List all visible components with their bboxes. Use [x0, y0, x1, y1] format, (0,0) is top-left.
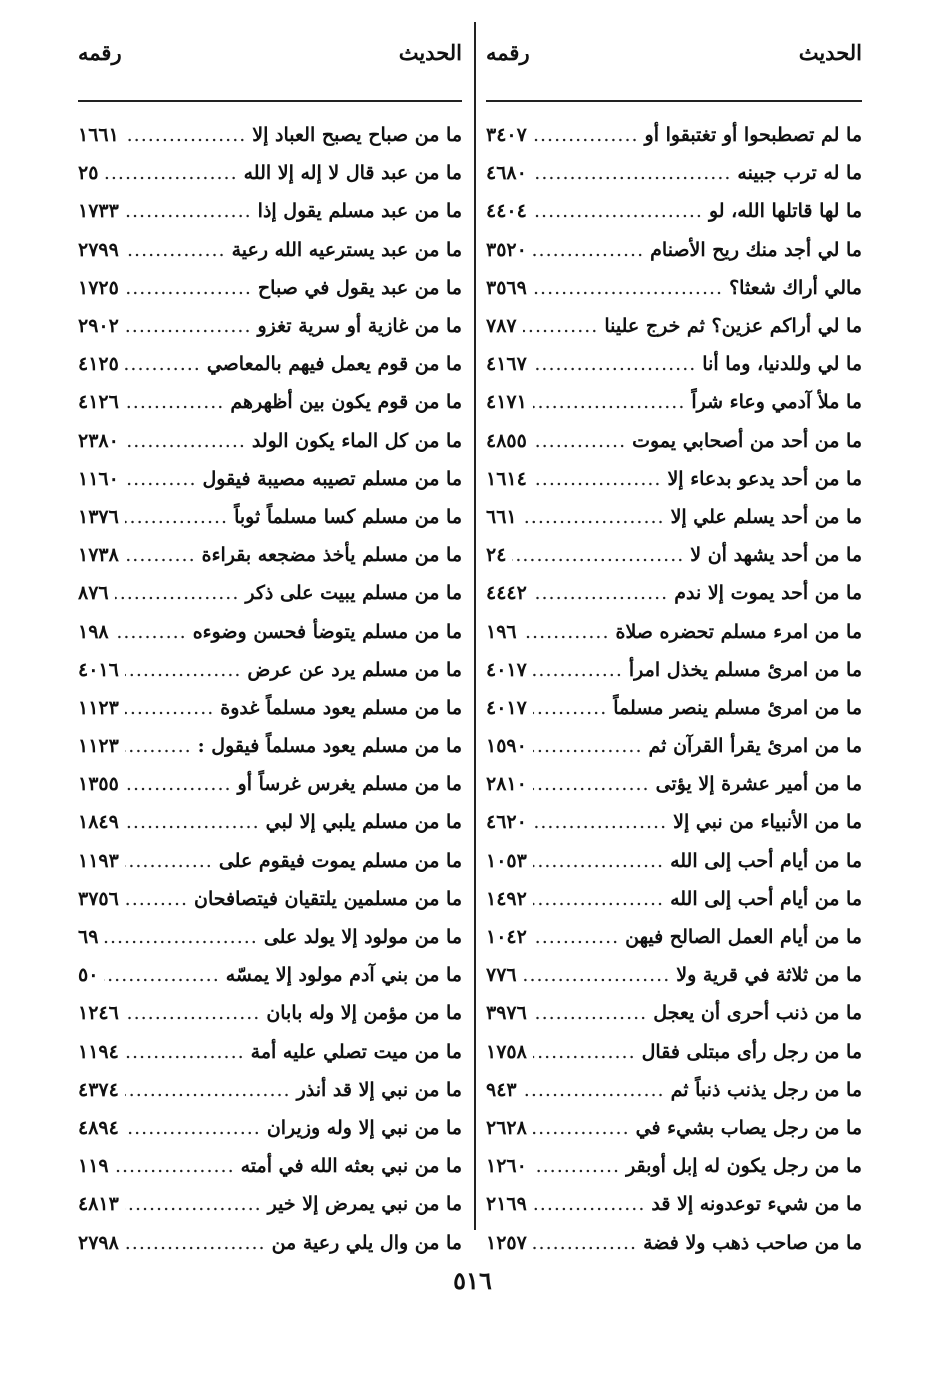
hadith-number: ٢٦٢٨ — [486, 1116, 527, 1139]
dot-leader — [533, 239, 644, 261]
index-entry — [486, 383, 862, 421]
hadith-text: ما من أحد يسلم علي إلا — [670, 505, 862, 528]
hadith-number: ٦٦١ — [486, 505, 517, 528]
dot-leader — [115, 1155, 235, 1177]
index-entry — [78, 689, 462, 727]
index-entry — [78, 116, 462, 154]
hadith-text: ما من أيام أحب إلى الله — [670, 887, 862, 910]
dot-leader — [125, 506, 228, 528]
dot-leader — [533, 468, 662, 490]
hadith-text: ما من نبي يمرض إلا خير — [267, 1193, 462, 1216]
hadith-number: ١٧٣٣ — [78, 200, 119, 223]
hadith-number: ٢٨١٠ — [486, 773, 527, 796]
hadith-text: ما من رجل يذنب ذنباً ثم — [670, 1078, 862, 1101]
header-rule — [486, 100, 862, 102]
index-entry — [486, 574, 862, 612]
dot-leader — [125, 544, 196, 566]
hadith-text: ما من صاحب ذهب ولا فضة — [643, 1231, 862, 1254]
hadith-text: ما من رجل يكون له إبل أوبقر — [626, 1155, 862, 1178]
hadith-text: ما من شيء توعدونه إلا قد — [651, 1193, 862, 1216]
right-entries — [486, 116, 862, 1262]
hadith-number: ١٦١٤ — [486, 467, 527, 490]
dot-leader — [125, 468, 197, 490]
dot-leader — [533, 659, 623, 681]
dot-leader — [125, 239, 226, 261]
hadith-text: ما من أحد يشهد أن لا — [690, 544, 862, 567]
dot-leader — [533, 124, 639, 146]
dot-leader — [125, 391, 224, 413]
dot-leader — [533, 1117, 630, 1139]
hadith-number: ٤١٧١ — [486, 391, 527, 414]
left-column — [78, 22, 462, 1254]
hadith-text: ما من رجل يصاب بشيء في — [635, 1116, 862, 1139]
index-entry — [486, 956, 862, 994]
dot-leader — [125, 735, 192, 757]
index-entry — [78, 154, 462, 192]
dot-leader — [125, 811, 260, 833]
right-column — [486, 22, 862, 1254]
hadith-number: ١٧٢٥ — [78, 276, 119, 299]
hadith-number: ١٠٥٣ — [486, 849, 527, 872]
hadith-number: ٢٩٠٢ — [78, 315, 119, 338]
dot-leader — [533, 353, 696, 375]
hadith-number: ٤٨٩٤ — [78, 1116, 119, 1139]
hadith-text: ما من مسلم يرد عن عرض — [247, 658, 462, 681]
hadith-text: ما من مسلمين يلتقيان فيتصافحان — [194, 887, 462, 910]
hadith-text: ما من مسلم يبيت على ذكر — [245, 582, 462, 605]
hadith-text: ما من ذنب أحرى أن يعجل — [653, 1002, 862, 1025]
dot-leader — [533, 430, 626, 452]
hadith-text: ما لي أراكم عزين؟ ثم خرج علينا — [604, 315, 862, 338]
index-entry — [486, 154, 862, 192]
dot-leader — [125, 697, 214, 719]
dot-leader — [125, 850, 213, 872]
dot-leader — [125, 430, 246, 452]
hadith-text: ما من رجل رأى مبتلى فقال — [641, 1040, 862, 1063]
hadith-number: ٢٤ — [486, 544, 507, 567]
index-entry — [486, 345, 862, 383]
hadith-number: ١٩٨ — [78, 620, 109, 643]
hadith-number: ٢٧٩٨ — [78, 1231, 119, 1254]
hadith-text: ما من عبد يقول في صباح — [257, 276, 462, 299]
index-entry — [78, 994, 462, 1032]
hadith-text: ما لم تصطبحوا أو تغتبقوا أو — [644, 124, 862, 147]
hadith-number: ١٣٧٦ — [78, 505, 119, 528]
hadith-number: ٧٧٦ — [486, 964, 517, 987]
hadith-number: ٢٣٨٠ — [78, 429, 119, 452]
index-entry — [78, 956, 462, 994]
index-entry — [78, 803, 462, 841]
hadith-text: ما من صباح يصبح العباد إلا — [252, 124, 462, 147]
hadith-text: ما من امرئ يقرأ القرآن ثم — [648, 735, 862, 758]
hadith-number: ١٣٥٥ — [78, 773, 119, 796]
index-entry — [78, 231, 462, 269]
dot-leader — [125, 888, 188, 910]
hadith-number: ٩٤٣ — [486, 1078, 517, 1101]
header-hadith: الحديث — [798, 39, 862, 65]
hadith-number: ٣٥٢٠ — [486, 238, 527, 261]
hadith-text: ما من مسلم يأخذ مضجعه بقراءة — [201, 544, 462, 567]
index-entry — [78, 651, 462, 689]
dot-leader — [115, 621, 187, 643]
hadith-number: ١٥٩٠ — [486, 735, 527, 758]
hadith-text: ما من مولود إلا يولد على — [263, 926, 462, 949]
hadith-number: ٣٩٧٦ — [486, 1002, 527, 1025]
index-entry — [78, 1109, 462, 1147]
index-entry — [78, 918, 462, 956]
hadith-text: ما له ترب جبينه — [737, 162, 862, 185]
hadith-text: ما من امرء مسلم تحضره صلاة — [615, 620, 862, 643]
hadith-number: ٨٧٦ — [78, 582, 109, 605]
hadith-number: ٤١٢٥ — [78, 353, 119, 376]
hadith-text: ما من مؤمن إلا وله بابان — [266, 1002, 462, 1025]
dot-leader — [104, 964, 219, 986]
hadith-number: ٢٥ — [78, 162, 99, 185]
hadith-text: ما من ثلاثة في قرية ولا — [676, 964, 862, 987]
index-entry — [486, 918, 862, 956]
hadith-text: ما من كل الماء يكون الولد — [251, 429, 462, 452]
index-entry — [486, 1109, 862, 1147]
column-divider — [474, 22, 476, 1230]
index-entry — [78, 574, 462, 612]
hadith-text: ما من مسلم يلبي إلا لبي — [265, 811, 462, 834]
hadith-text: ما من أحد يدعو بدعاء إلا — [667, 467, 862, 490]
hadith-text: ما من مسلم يغرس غرساً أو — [237, 773, 462, 796]
index-entry — [78, 612, 462, 650]
dot-leader — [523, 315, 599, 337]
hadith-number: ١١٩٤ — [78, 1040, 119, 1063]
column-header — [486, 22, 862, 82]
dot-leader — [523, 621, 610, 643]
index-entry — [486, 460, 862, 498]
dot-leader — [125, 1079, 291, 1101]
hadith-text: ما من عبد مسلم يقول إذا — [257, 200, 462, 223]
hadith-number: ٤٦٨٠ — [486, 162, 527, 185]
dot-leader — [125, 353, 201, 375]
hadith-number: ٣٥٦٩ — [486, 276, 527, 299]
hadith-text: ما من أيام أحب إلى الله — [670, 849, 862, 872]
column-header — [78, 22, 462, 82]
hadith-number: ٢٧٩٩ — [78, 238, 119, 261]
hadith-text: ما من امرئ مسلم ينصر مسلماً — [613, 696, 862, 719]
dot-leader — [125, 277, 252, 299]
hadith-text: ما من وال يلي رعية من — [271, 1231, 462, 1254]
index-entry — [486, 536, 862, 574]
index-entry — [78, 1223, 462, 1261]
hadith-number: ١٢٦٠ — [486, 1155, 527, 1178]
hadith-number: ٤٨٥٥ — [486, 429, 527, 452]
hadith-number: ٣٤٠٧ — [486, 124, 527, 147]
index-entry — [78, 269, 462, 307]
dot-leader — [533, 811, 667, 833]
dot-leader — [125, 1041, 245, 1063]
dot-leader — [523, 506, 665, 528]
dot-leader — [125, 773, 232, 795]
index-entry — [486, 1147, 862, 1185]
dot-leader — [125, 315, 252, 337]
header-number: رقمه — [78, 39, 122, 65]
hadith-text: ما من مسلم يعود مسلماً فيقول : — [197, 735, 462, 758]
index-entry — [78, 1071, 462, 1109]
dot-leader — [104, 162, 237, 184]
header-hadith: الحديث — [398, 39, 462, 65]
dot-leader — [533, 697, 607, 719]
dot-leader — [104, 926, 257, 948]
hadith-number: ١٤٩٢ — [486, 887, 527, 910]
hadith-number: ١٩٦ — [486, 620, 517, 643]
index-entry — [486, 1223, 862, 1261]
dot-leader — [523, 1079, 665, 1101]
hadith-number: ١٢٤٦ — [78, 1002, 119, 1025]
dot-leader — [533, 200, 703, 222]
dot-leader — [125, 1117, 261, 1139]
hadith-text: ما من أحد من أصحابي يموت — [632, 429, 862, 452]
hadith-text: ما من عبد يسترعيه الله رعية — [231, 238, 462, 261]
dot-leader — [533, 391, 686, 413]
index-entry — [486, 422, 862, 460]
header-number: رقمه — [486, 39, 530, 65]
hadith-number: ١٢٥٧ — [486, 1231, 527, 1254]
hadith-number: ١٨٤٩ — [78, 811, 119, 834]
hadith-number: ٤٠١٦ — [78, 658, 119, 681]
dot-leader — [125, 124, 246, 146]
hadith-number: ٤٨١٣ — [78, 1193, 119, 1216]
index-entry — [486, 1071, 862, 1109]
hadith-text: ما لها قاتلها الله، لو — [708, 200, 862, 223]
index-entry — [486, 765, 862, 803]
index-entry — [486, 651, 862, 689]
hadith-number: ١١٩ — [78, 1155, 109, 1178]
dot-leader — [533, 162, 732, 184]
dot-leader — [125, 200, 252, 222]
dot-leader — [533, 850, 664, 872]
hadith-text: ما من عبد قال لا إله إلا الله — [243, 162, 462, 185]
index-entry — [78, 880, 462, 918]
hadith-text: ما من أمير عشرة إلا يؤتى — [655, 773, 862, 796]
index-entry — [486, 231, 862, 269]
hadith-text: ما من نبي إلا قد أنذر — [296, 1078, 462, 1101]
dot-leader — [125, 1193, 262, 1215]
hadith-text: ما من أيام العمل الصالح فيهن — [625, 926, 862, 949]
dot-leader — [533, 773, 650, 795]
hadith-text: ما من مسلم يعود مسلماً غدوة — [220, 696, 462, 719]
index-entry — [486, 1033, 862, 1071]
hadith-number: ٤٠١٧ — [486, 658, 527, 681]
index-entry — [78, 536, 462, 574]
dot-leader — [533, 1041, 636, 1063]
hadith-text: ما من مسلم تصيبه مصيبة فيقول — [202, 467, 462, 490]
index-entry — [78, 383, 462, 421]
hadith-text: ما من امرئ مسلم يخذل امرأ — [628, 658, 862, 681]
hadith-text: مالي أراك شعثا؟ — [729, 276, 862, 299]
hadith-text: ما من غازية أو سرية تغزو — [257, 315, 462, 338]
hadith-number: ١٠٤٢ — [486, 926, 527, 949]
hadith-text: ما لي وللدنيا، وما أنا — [702, 353, 862, 376]
hadith-text: ما من نبي إلا وله وزيران — [266, 1116, 462, 1139]
index-entry — [78, 765, 462, 803]
hadith-text: ما من قوم يعمل فيهم بالمعاصي — [206, 353, 462, 376]
index-entry — [486, 803, 862, 841]
dot-leader — [533, 1002, 647, 1024]
index-entry — [486, 612, 862, 650]
dot-leader — [533, 888, 664, 910]
left-entries — [78, 116, 462, 1262]
hadith-number: ٤٤٠٤ — [486, 200, 527, 223]
header-rule — [78, 100, 462, 102]
hadith-number: ٤١٢٦ — [78, 391, 119, 414]
index-entry — [486, 1185, 862, 1223]
hadith-number: ١١٦٠ — [78, 467, 119, 490]
index-entry — [486, 192, 862, 230]
index-entry — [486, 116, 862, 154]
page-number: ٥١٦ — [453, 1266, 492, 1295]
hadith-number: ٤١٦٧ — [486, 353, 527, 376]
hadith-number: ٤٤٤٢ — [486, 582, 527, 605]
hadith-text: ما لي أجد منك ريح الأصنام — [650, 238, 862, 261]
hadith-text: ما من الأنبياء من نبي إلا — [673, 811, 862, 834]
index-entry — [78, 345, 462, 383]
hadith-number: ٦٩ — [78, 926, 99, 949]
dot-leader — [125, 659, 242, 681]
hadith-text: ما من قوم يكون بين أظهرهم — [230, 391, 462, 414]
dot-leader — [533, 1232, 637, 1254]
dot-leader — [533, 1155, 620, 1177]
index-entry — [78, 460, 462, 498]
hadith-number: ٢١٦٩ — [486, 1193, 527, 1216]
dot-leader — [533, 277, 723, 299]
hadith-text: ما من مسلم يتوضأ فحسن وضوءه — [192, 620, 462, 643]
dot-leader — [125, 1002, 260, 1024]
hadith-text: ما من بني آدم مولود إلا يمسّه — [225, 964, 462, 987]
hadith-number: ٥٠ — [78, 964, 99, 987]
index-entry — [486, 498, 862, 536]
hadith-number: ٧٨٧ — [486, 315, 517, 338]
dot-leader — [512, 544, 684, 566]
hadith-number: ٤٠١٧ — [486, 696, 527, 719]
index-entry — [78, 1185, 462, 1223]
hadith-text: ما من نبي بعثه الله في أمته — [240, 1155, 462, 1178]
index-entry — [486, 880, 862, 918]
dot-leader — [115, 582, 240, 604]
index-entry — [486, 842, 862, 880]
hadith-number: ١٦٦١ — [78, 124, 119, 147]
hadith-number: ٤٦٢٠ — [486, 811, 527, 834]
hadith-text: ما من مسلم يموت فيقوم على — [218, 849, 462, 872]
dot-leader — [125, 1232, 266, 1254]
hadith-text: ما من مسلم كسا مسلماً ثوباً — [234, 505, 462, 528]
hadith-text: ما من أحد يموت إلا ندم — [674, 582, 862, 605]
dot-leader — [533, 1193, 646, 1215]
index-entry — [78, 192, 462, 230]
index-entry — [78, 842, 462, 880]
hadith-number: ٤٣٧٤ — [78, 1078, 119, 1101]
index-entry — [78, 498, 462, 536]
hadith-number: ١٧٣٨ — [78, 544, 119, 567]
index-entry — [486, 689, 862, 727]
index-entry — [486, 269, 862, 307]
hadith-number: ٣٧٥٦ — [78, 887, 119, 910]
index-entry — [486, 727, 862, 765]
hadith-text: ما ملأ آدمي وعاء شراً — [691, 391, 862, 414]
index-entry — [78, 727, 462, 765]
index-entry — [78, 1033, 462, 1071]
dot-leader — [533, 582, 668, 604]
hadith-text: ما من ميت تصلي عليه أمة — [250, 1040, 462, 1063]
dot-leader — [533, 926, 619, 948]
dot-leader — [523, 964, 671, 986]
hadith-number: ١١٩٣ — [78, 849, 119, 872]
index-entry — [78, 1147, 462, 1185]
hadith-number: ١٧٥٨ — [486, 1040, 527, 1063]
index-entry — [486, 994, 862, 1032]
index-entry — [78, 307, 462, 345]
index-entry — [78, 422, 462, 460]
hadith-number: ١١٢٣ — [78, 735, 119, 758]
hadith-number: ١١٢٣ — [78, 696, 119, 719]
dot-leader — [533, 735, 643, 757]
index-entry — [486, 307, 862, 345]
